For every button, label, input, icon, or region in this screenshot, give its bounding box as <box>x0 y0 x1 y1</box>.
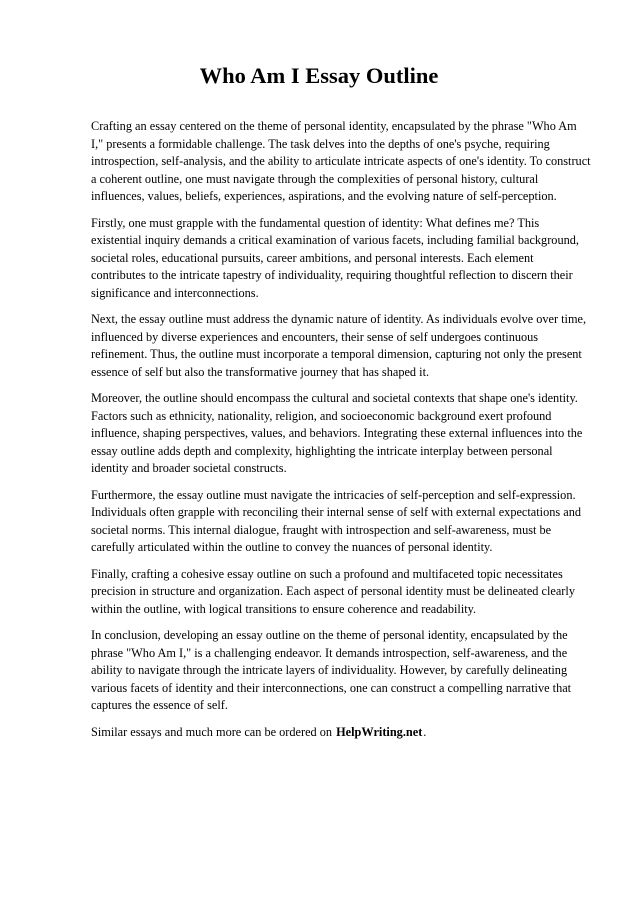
helpwriting-link[interactable]: HelpWriting.net <box>336 724 423 739</box>
closing-prefix: Similar essays and much more can be ordered on <box>91 724 333 739</box>
closing-line <box>91 724 591 742</box>
document-body <box>91 118 591 750</box>
paragraph-finally: Finally, crafting a cohesive essay outline on such a profound and multifaceted topic necessitates precision in structure and organization. Each aspect of personal identity must be delineated clearly within the outline, with logical transitions to ensure coherence and readability. <box>91 566 575 616</box>
paragraph-conclusion: In conclusion, developing an essay outline on the theme of personal identity, encapsulated by the phrase "Who Am I," is a challenging endeavor. It demands introspection, self-awareness, and the ability to navigate through the intricate layers of individuality. However, by carefully delineating various facets of identity and their interconnections, one can construct a compelling narrative that captures the essence of self. <box>91 628 572 712</box>
paragraph-next: Next, the essay outline must address the dynamic nature of identity. As individuals evolve over time, influenced by diverse experiences and encounters, their sense of self undergoes continuous refinement. Thus, the outline must incorporate a temporal dimension, capturing not only the present essence of self but also the transformative journey that has shaped it. <box>91 312 587 379</box>
page-title: Who Am I Essay Outline <box>199 63 439 88</box>
paragraph-furthermore: Furthermore, the essay outline must navigate the intricacies of self-perception and self-expression. Individuals often grapple with reconciling their internal sense of self with external expectations and societal norms. This internal dialogue, fraught with introspection and self-awareness, must be carefully articulated within the outline to convey the nuances of personal identity. <box>91 487 582 554</box>
paragraph-moreover: Moreover, the outline should encompass the cultural and societal contexts that shape one's identity. Factors such as ethnicity, nationality, religion, and socioeconomic background exert profound influence, shaping perspectives, values, and behaviors. Integrating these external influences into the essay outline adds depth and complexity, highlighting the intricate interplay between personal identity and broader societal constructs. <box>91 391 583 475</box>
paragraph-intro: Crafting an essay centered on the theme of personal identity, encapsulated by the phrase "Who Am I," presents a formidable challenge. The task delves into the depths of one's psyche, requiring introspection, self-analysis, and the ability to articulate intricate aspects of one's identity. To construct a coherent outline, one must navigate through the complexities of personal history, cultural influences, values, beliefs, experiences, aspirations, and the evolving nature of self-perception. <box>91 119 591 203</box>
closing-suffix: . <box>423 724 427 739</box>
paragraph-firstly: Firstly, one must grapple with the fundamental question of identity: What defines me? This existential inquiry demands a critical examination of various facets, including familial background, societal roles, educational pursuits, career ambitions, and personal interests. Each element contributes to the intricate tapestry of individuality, requiring thoughtful reflection to discern their significance and interconnections. <box>91 215 579 300</box>
